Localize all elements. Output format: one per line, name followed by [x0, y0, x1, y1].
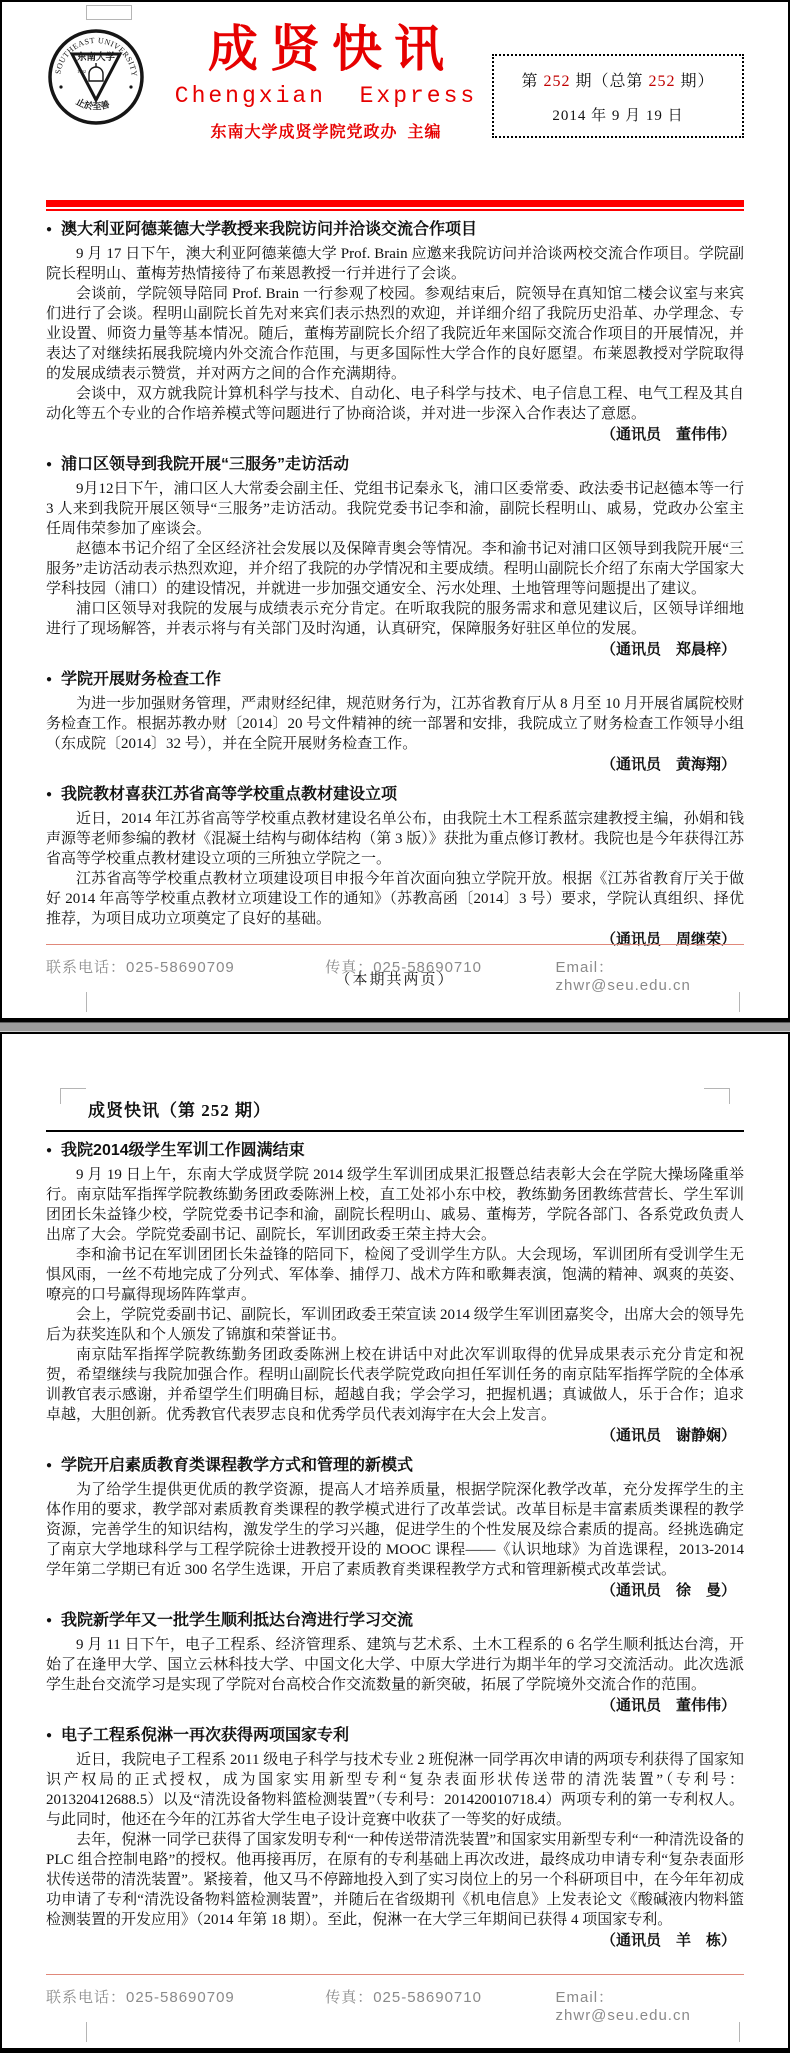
- masthead: [46, 18, 744, 190]
- article-title: [46, 454, 744, 476]
- bullet-icon: ●: [46, 1145, 53, 1156]
- page2-footer: [46, 1974, 744, 2024]
- margin-mark: [739, 992, 740, 1012]
- bullet-icon: ●: [46, 224, 53, 235]
- end-note: （本期共两页）: [335, 972, 455, 988]
- article: [46, 1455, 744, 1603]
- newsletter-title-english: Chengxian Express: [174, 83, 478, 109]
- page-2: [0, 1032, 790, 2053]
- article-title-text: 浦口区领导到我院开展“三服务”走访活动: [61, 456, 350, 473]
- svg-text:1902: 1902: [77, 69, 86, 74]
- article-title: [46, 784, 744, 806]
- bullet-icon: ●: [46, 674, 53, 685]
- article-paragraph: 近日，我院电子工程系 2011 级电子科学与技术专业 2 班倪淋一同学再次申请的两项专利获得了国家知识产权局的正式授权，成为国家实用新型专利“复杂表面形状传送带的清洗装置”（专利号：201320412688.5）以及“清洗设备物料篮检测装置”（专利号：201420010718.4）两项专利的第一专利权人。与此同时，他还在今年的江苏省大学生电子设计竞赛中收获了一等奖的好成绩。: [46, 1752, 744, 1828]
- correspondent-byline: （通讯员 羊 栋）: [600, 1933, 736, 1949]
- page1-articles: [46, 219, 744, 952]
- article-paragraph: 为进一步加强财务管理，严肃财经纪律，规范财务行为，江苏省教育厅从 8 月至 10 月开展省属院校财务检查工作。根据苏教办财〔2014〕20 号文件精神的统一部署和安排，我院成立了财务检查工作领导小组（东成院〔2014〕32 号），并在全院开展财务检查工作。: [46, 696, 744, 752]
- margin-mark: [86, 992, 87, 1012]
- page2-running-header: 成贤快讯（第 252 期）: [88, 1101, 271, 1120]
- article-title: [46, 669, 744, 691]
- article-title-text: 我院新学年又一批学生顺利抵达台湾进行学习交流: [61, 1612, 414, 1629]
- article: [46, 669, 744, 777]
- page1-footer: [46, 944, 744, 994]
- article-paragraph: 9 月 19 日上午，东南大学成贤学院 2014 级学生军训团成果汇报暨总结表彰大会在学院大操场隆重举行。南京陆军指挥学院教练勤务团政委陈洲上校，直工处祁小东中校，教练勤务团教练营营长、学生军训团团长朱益锋少校，学院党委书记李和渝，副院长程明山、戚易、董梅芳，学院各部门、各系党政负责人出席了大会。学院党委副书记、副院长，军训团政委王荣主持大会。: [46, 1167, 744, 1243]
- footer-fax: 传真：025-58690710: [325, 1989, 482, 2006]
- page2-header-rule: [46, 1130, 744, 1132]
- article-paragraph: 去年，倪淋一同学已获得了国家发明专利“一种传送带清洗装置”和国家实用新型专利“一种清洗设备的 PLC 组合控制电路”的授权。他再接再厉，在原有的专利基础上再次改进，最终成功申请专利“复杂表面形状传送带的清洗装置”。紧接着，他又马不停蹄地投入到了实习岗位上的另一个科研项目中，在今年年初成功申请了专利“清洗设备物料篮检测装置”，并随后在省级期刊《机电信息》上发表论文《酸碱液内物料篮检测装置的开发应用》（2014 年第 18 期）。至此，倪淋一在大学三年期间已获得 4 项国家专利。: [46, 1832, 744, 1928]
- footer-phone: 联系电话：025-58690709: [46, 959, 235, 976]
- article-paragraph: 会上，学院党委副书记、副院长，军训团政委王荣宣读 2014 级学生军训团嘉奖令，出席大会的领导先后为获奖连队和个人颁发了锦旗和荣誉证书。: [46, 1307, 744, 1343]
- footer-email: Email：zhwr@seu.edu.cn: [555, 1989, 691, 2024]
- university-seal-logo: [46, 20, 146, 140]
- article-paragraph: 9 月 11 日下午，电子工程系、经济管理系、建筑与艺术系、土木工程系的 6 名学生顺利抵达台湾，开始了在逢甲大学、国立云林科技大学、中国文化大学、中原大学进行为期半年的学习交流活动。此次选派学生赴台交流学习是实现了学院对台高校合作交流数量的新突破，拓展了学院境外交流合作的范围。: [46, 1637, 744, 1693]
- svg-text:东南大学: 东南大学: [76, 53, 116, 63]
- article-title: [46, 1610, 744, 1632]
- issue-date: 2014 年 9 月 19 日: [552, 107, 684, 124]
- article-paragraph: 赵德本书记介绍了全区经济社会发展以及保障青奥会等情况。李和渝书记对浦口区领导到我院开展“三服务”走访活动表示热烈欢迎，并介绍了我院的办学情况和主要成绩。程明山副院长介绍了东南大学国家大学科技园（浦口）的建设情况，并就进一步加强交通安全、污水处理、土地管理等问题提出了建议。: [46, 541, 744, 597]
- article-title-text: 我院2014级学生军训工作圆满结束: [61, 1142, 305, 1159]
- article-paragraph: 会谈前，学院领导陪同 Prof. Brain 一行参观了校园。参观结束后，院领导在真知馆二楼会议室与来宾们进行了会谈。程明山副院长首先对来宾们表示热烈的欢迎，并详细介绍了我院历史沿革、办学理念、专业设置、师资力量等基本情况。随后，董梅芳副院长介绍了我院近年来国际交流合作项目的开展情况，并表达了对继续拓展我院境内外交流合作范围，与更多国际性大学合作的良好愿望。布莱恩教授对学院取得的发展成绩表示赞赏，并对两方之间的合作充满期待。: [46, 286, 744, 382]
- article-paragraph: 为了给学生提供更优质的教学资源，提高人才培养质量，根据学院深化教学改革，充分发挥学生的主体作用的要求，教学部对素质教育类课程的教学模式进行了改革尝试。改革目标是丰富素质类课程的教学资源，完善学生的知识结构，激发学生的学习兴趣，促进学生的个性发展及综合素质的提高。经挑选确定了南京大学地球科学与工程学院徐士进教授开设的 MOOC 课程——《认识地球》为首选课程，2013-2014 学年第二学期已有近 300 名学生选课，开启了素质教育类课程教学方式和管理新模式改革尝试。: [46, 1482, 744, 1578]
- article-paragraph: 9 月 17 日下午，澳大利亚阿德莱德大学 Prof. Brain 应邀来我院访问并洽谈两校交流合作项目。学院副院长程明山、董梅芳热情接待了布莱恩教授一行并进行了会谈。: [46, 246, 744, 282]
- article-title-text: 学院开启素质教育类课程教学方式和管理的新模式: [61, 1457, 414, 1474]
- footer-email: Email：zhwr@seu.edu.cn: [555, 959, 691, 994]
- article-title: [46, 1140, 744, 1162]
- page-1: [0, 0, 790, 1022]
- bullet-icon: ●: [46, 459, 53, 470]
- publisher-line: 东南大学成贤学院党政办 主编: [210, 124, 442, 141]
- correspondent-byline: （通讯员 谢静娴）: [600, 1428, 736, 1444]
- article-title-text: 电子工程系倪淋一再次获得两项国家专利: [61, 1727, 350, 1744]
- bullet-icon: ●: [46, 1615, 53, 1626]
- article-paragraph: 近日，2014 年江苏省高等学校重点教材建设名单公布，由我院土木工程系蓝宗建教授主编，孙娟和钱声源等老师参编的教材《混凝土结构与砌体结构（第 3 版）》获批为重点修订教材。我院也是今年获得江苏省高等学校重点教材建设立项的三所独立学院之一。: [46, 811, 744, 867]
- article: [46, 219, 744, 447]
- correspondent-byline: （通讯员 董伟伟）: [600, 427, 736, 443]
- footer-fax: 传真：025-58690710: [325, 959, 482, 976]
- article-title-text: 澳大利亚阿德莱德大学教授来我院访问并洽谈交流合作项目: [61, 221, 478, 238]
- article-title: [46, 1455, 744, 1477]
- newsletter-title: 成贤快讯: [208, 21, 456, 77]
- article: [46, 454, 744, 662]
- svg-text:SOUTHEAST UNIVERSITY: SOUTHEAST UNIVERSITY: [53, 35, 140, 78]
- issue-info-box: [492, 54, 744, 138]
- article: [46, 1610, 744, 1718]
- issue-number-line: 第 252 期（总第 252 期）: [521, 72, 715, 90]
- article: [46, 1140, 744, 1448]
- article-paragraph: 浦口区领导对我院的发展与成绩表示充分肯定。在听取我院的服务需求和意见建议后，区领导详细地进行了现场解答，并表示将与有关部门及时沟通，认真研究，保障服务好驻区单位的发展。: [46, 601, 744, 637]
- page-separator: [0, 1022, 790, 1032]
- correspondent-byline: （通讯员 董伟伟）: [600, 1698, 736, 1714]
- svg-text:止於至善: 止於至善: [74, 96, 111, 112]
- correspondent-byline: （通讯员 周继荣）: [600, 932, 736, 948]
- article: [46, 784, 744, 952]
- article-title-text: 学院开展财务检查工作: [61, 671, 222, 688]
- article: [46, 1725, 744, 1953]
- article-title: [46, 219, 744, 241]
- article-paragraph: 会谈中，双方就我院计算机科学与技术、自动化、电子科学与技术、电子信息工程、电气工程及其自动化等五个专业的合作培养模式等问题进行了协商洽谈，并对进一步深入合作表达了意愿。: [46, 386, 744, 422]
- bullet-icon: ●: [46, 789, 53, 800]
- article-title-text: 我院教材喜获江苏省高等学校重点教材建设立项: [61, 786, 398, 803]
- margin-mark: [739, 2022, 740, 2042]
- margin-corner-mark: [60, 1088, 86, 1104]
- correspondent-byline: （通讯员 黄海翔）: [600, 757, 736, 773]
- page2-articles: [46, 1140, 744, 1953]
- footer-phone: 联系电话：025-58690709: [46, 1989, 235, 2006]
- article-title: [46, 1725, 744, 1747]
- margin-mark: [86, 2022, 87, 2042]
- correspondent-byline: （通讯员 郑晨梓）: [600, 642, 736, 658]
- footer-divider: [46, 944, 744, 945]
- margin-corner-mark: [704, 1088, 730, 1104]
- masthead-divider-rule: [46, 200, 744, 211]
- bullet-icon: ●: [46, 1460, 53, 1471]
- article-paragraph: 李和渝书记在军训团团长朱益锋的陪同下，检阅了受训学生方队。大会现场，军训团所有受训学生无惧风雨，一丝不苟地完成了分列式、军体拳、捕俘刀、战术方阵和歌舞表演，饱满的精神、飒爽的英姿、嘹亮的口号赢得现场阵阵掌声。: [46, 1247, 744, 1303]
- footer-divider: [46, 1974, 744, 1975]
- bullet-icon: ●: [46, 1730, 53, 1741]
- correspondent-byline: （通讯员 徐 曼）: [600, 1583, 736, 1599]
- article-paragraph: 南京陆军指挥学院教练勤务团政委陈洲上校在讲话中对此次军训取得的优异成果表示充分肯定和祝贺，希望继续与我院加强合作。程明山副院长代表学院党政向担任军训任务的南京陆军指挥学院的全体承训教官表示感谢，并希望学生们明确目标，超越自我；学会学习，把握机遇；真诚做人，乐于合作；追求卓越，大胆创新。优秀教官代表罗志良和优秀学员代表刘海宇在大会上发言。: [46, 1347, 744, 1423]
- article-paragraph: 江苏省高等学校重点教材立项建设项目申报今年首次面向独立学院开放。根据《江苏省教育厅关于做好 2014 年高等学校重点教材立项建设工作的通知》（苏教高函〔2014〕3 号）要求，学院认真组织、择优推荐，为项目成功立项奠定了良好的基础。: [46, 871, 744, 927]
- article-paragraph: 9月12日下午，浦口区人大常委会副主任、党组书记秦永飞，浦口区委常委、政法委书记赵德本等一行 3 人来到我院开展区领导“三服务”走访活动。我院党委书记李和渝，副院长程明山、戚易，党政办公室主任周伟荣参加了座谈会。: [46, 481, 744, 537]
